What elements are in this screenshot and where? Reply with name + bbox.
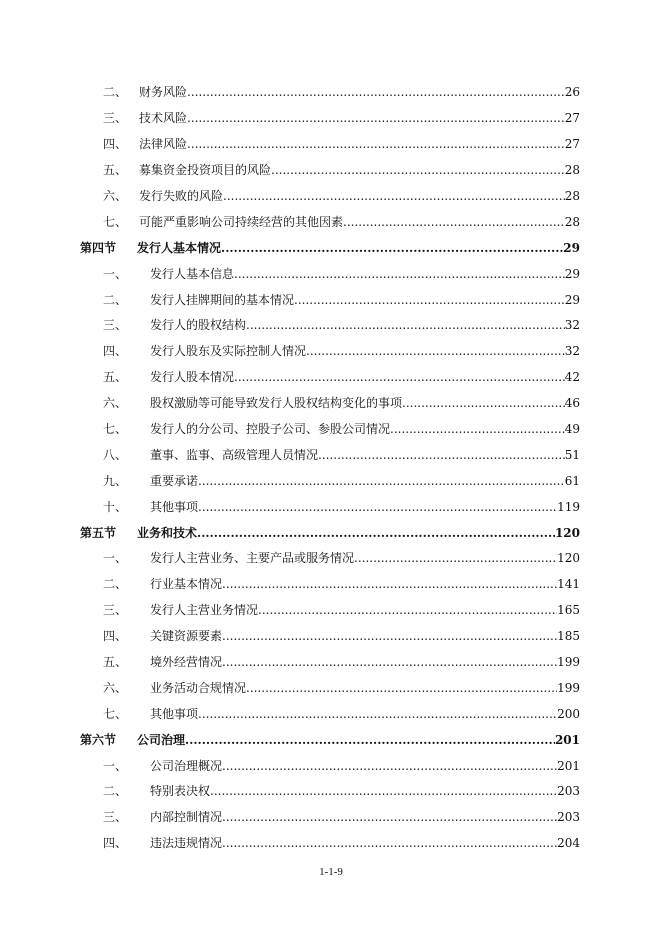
dot-leader xyxy=(222,810,557,824)
entry-title: 其他事项 xyxy=(150,499,199,514)
entry-page: 120 xyxy=(554,525,580,540)
entry-title: 发行人主营业务、主要产品或服务情况 xyxy=(150,551,355,566)
dot-leader xyxy=(234,267,565,281)
entry-leader xyxy=(150,705,580,722)
entry-title: 发行人主营业务情况 xyxy=(150,603,259,618)
toc-entry[interactable] xyxy=(0,752,662,778)
toc-entry[interactable] xyxy=(0,674,662,700)
entry-leader xyxy=(139,109,580,126)
dot-leader xyxy=(187,111,565,125)
entry-page: 203 xyxy=(557,784,580,799)
entry-leader xyxy=(150,834,580,851)
dot-leader xyxy=(402,396,565,410)
entry-page: 27 xyxy=(564,111,580,126)
entry-title: 特别表决权 xyxy=(150,784,211,799)
entry-number: 八、 xyxy=(103,447,128,462)
entry-page: 32 xyxy=(564,318,580,333)
entry-leader xyxy=(150,420,580,437)
entry-number: 二、 xyxy=(103,577,128,592)
entry-title: 发行人股本情况 xyxy=(150,370,235,385)
toc-entry[interactable] xyxy=(0,700,662,726)
entry-number: 七、 xyxy=(103,422,128,437)
dot-leader xyxy=(234,370,565,384)
dot-leader xyxy=(223,189,565,203)
entry-leader xyxy=(150,265,580,282)
entry-title: 财务风险 xyxy=(139,85,188,100)
entry-title: 发行人的分公司、控股子公司、参股公司情况 xyxy=(150,422,391,437)
entry-page: 28 xyxy=(564,189,580,203)
entry-title: 发行人基本情况 xyxy=(137,240,222,255)
entry-number: 第五节 xyxy=(80,525,117,540)
entry-title: 发行人挂牌期间的基本情况 xyxy=(150,292,295,307)
dot-leader xyxy=(197,526,555,540)
entry-leader xyxy=(150,808,580,825)
entry-number: 一、 xyxy=(103,266,128,281)
dot-leader xyxy=(222,836,557,850)
toc-section-entry[interactable] xyxy=(0,726,662,752)
entry-number: 四、 xyxy=(103,137,128,152)
entry-page: 28 xyxy=(564,163,580,178)
entry-leader xyxy=(139,83,580,100)
entry-number: 三、 xyxy=(103,810,128,825)
entry-page: 185 xyxy=(557,629,580,644)
entry-title: 发行失败的风险 xyxy=(139,189,224,203)
toc-entry[interactable] xyxy=(0,208,662,234)
dot-leader xyxy=(306,344,565,358)
entry-title: 发行人基本信息 xyxy=(150,266,235,281)
entry-number: 二、 xyxy=(103,85,128,100)
entry-leader xyxy=(137,524,580,541)
entry-number: 六、 xyxy=(103,189,128,203)
toc-entry[interactable] xyxy=(0,260,662,286)
entry-number: 三、 xyxy=(103,603,128,618)
entry-page: 199 xyxy=(557,680,580,695)
entry-number: 五、 xyxy=(103,655,128,670)
entry-page: 46 xyxy=(564,396,580,411)
toc-entry[interactable] xyxy=(0,105,662,131)
dot-leader xyxy=(318,448,565,462)
entry-leader xyxy=(150,316,580,333)
entry-title: 关键资源要素 xyxy=(150,629,223,644)
dot-leader xyxy=(258,603,557,617)
entry-number: 三、 xyxy=(103,111,128,126)
entry-page: 42 xyxy=(564,370,580,385)
entry-number: 九、 xyxy=(103,473,128,488)
entry-title: 公司治理 xyxy=(137,732,186,747)
toc-entry[interactable] xyxy=(0,597,662,623)
entry-title: 行业基本情况 xyxy=(150,577,223,592)
entry-title: 境外经营情况 xyxy=(150,655,223,670)
toc-entry[interactable] xyxy=(0,467,662,493)
entry-page: 201 xyxy=(554,732,580,747)
entry-title: 业务活动合规情况 xyxy=(150,680,247,695)
entry-leader xyxy=(150,472,580,489)
entry-title: 公司治理概况 xyxy=(150,758,223,773)
dot-leader xyxy=(222,759,557,773)
entry-leader xyxy=(150,575,580,592)
toc-entry[interactable] xyxy=(0,79,662,105)
table-of-contents xyxy=(0,79,662,856)
entry-page: 51 xyxy=(564,447,580,462)
entry-title: 违法违规情况 xyxy=(150,836,223,851)
toc-entry[interactable] xyxy=(0,183,662,209)
dot-leader xyxy=(198,500,557,514)
dot-leader xyxy=(185,733,555,747)
toc-entry[interactable] xyxy=(0,286,662,312)
entry-leader xyxy=(150,627,580,644)
entry-title: 技术风险 xyxy=(139,111,188,126)
entry-page: 165 xyxy=(557,603,580,618)
dot-leader xyxy=(271,163,565,177)
toc-entry[interactable] xyxy=(0,571,662,597)
dot-leader xyxy=(222,577,557,591)
entry-page: 203 xyxy=(557,810,580,825)
entry-leader xyxy=(150,782,580,799)
entry-title: 业务和技术 xyxy=(137,525,198,540)
entry-leader xyxy=(150,368,580,385)
toc-entry[interactable] xyxy=(0,545,662,571)
entry-number: 一、 xyxy=(103,758,128,773)
dot-leader xyxy=(222,629,557,643)
entry-title: 股权激励等可能导致发行人股权结构变化的事项 xyxy=(150,396,403,411)
entry-leader xyxy=(150,653,580,670)
entry-page: 29 xyxy=(563,240,580,255)
toc-entry[interactable] xyxy=(0,131,662,157)
dot-leader xyxy=(210,784,557,798)
entry-page: 141 xyxy=(557,577,580,592)
entry-number: 五、 xyxy=(103,370,128,385)
entry-number: 七、 xyxy=(103,706,128,721)
entry-number: 四、 xyxy=(103,344,128,359)
toc-entry[interactable] xyxy=(0,649,662,675)
toc-entry[interactable] xyxy=(0,804,662,830)
entry-page: 32 xyxy=(564,344,580,359)
entry-title: 重要承诺 xyxy=(150,473,199,488)
entry-title: 募集资金投资项目的风险 xyxy=(139,163,272,178)
entry-number: 七、 xyxy=(103,214,128,229)
toc-entry[interactable] xyxy=(0,441,662,467)
toc-entry[interactable] xyxy=(0,623,662,649)
dot-leader xyxy=(390,422,565,436)
entry-page: 199 xyxy=(557,655,580,670)
entry-title: 其他事项 xyxy=(150,706,199,721)
dot-leader xyxy=(221,241,563,255)
entry-number: 三、 xyxy=(103,318,128,333)
page-number: 1-1-9 xyxy=(319,866,343,878)
dot-leader xyxy=(198,707,557,721)
toc-entry[interactable] xyxy=(0,157,662,183)
dot-leader xyxy=(343,215,565,229)
entry-number: 第六节 xyxy=(80,732,117,747)
toc-entry[interactable] xyxy=(0,493,662,519)
entry-leader xyxy=(139,161,580,178)
entry-leader xyxy=(150,291,580,308)
entry-leader xyxy=(150,342,580,359)
entry-number: 第四节 xyxy=(80,240,117,255)
entry-title: 法律风险 xyxy=(139,137,188,152)
dot-leader xyxy=(187,85,565,99)
entry-leader xyxy=(137,731,580,748)
toc-section-entry[interactable] xyxy=(0,234,662,260)
dot-leader xyxy=(222,655,557,669)
toc-entry[interactable] xyxy=(0,364,662,390)
entry-number: 六、 xyxy=(103,396,128,411)
dot-leader xyxy=(246,318,565,332)
entry-page: 29 xyxy=(564,292,580,307)
dot-leader xyxy=(246,681,557,695)
toc-section-entry[interactable] xyxy=(0,519,662,545)
entry-page: 49 xyxy=(564,422,580,437)
toc-entry[interactable] xyxy=(0,416,662,442)
entry-leader xyxy=(150,601,580,618)
entry-page: 26 xyxy=(564,85,580,100)
entry-page: 120 xyxy=(557,551,580,566)
entry-leader xyxy=(150,757,580,774)
toc-entry[interactable] xyxy=(0,338,662,364)
entry-leader xyxy=(137,239,580,256)
entry-number: 十、 xyxy=(103,499,128,514)
entry-leader xyxy=(139,135,580,152)
entry-title: 发行人的股权结构 xyxy=(150,318,247,333)
dot-leader xyxy=(354,551,557,565)
entry-leader xyxy=(139,187,580,204)
entry-number: 四、 xyxy=(103,836,128,851)
entry-number: 四、 xyxy=(103,629,128,644)
entry-leader xyxy=(150,549,580,566)
entry-number: 五、 xyxy=(103,163,128,178)
entry-number: 六、 xyxy=(103,680,128,695)
entry-number: 二、 xyxy=(103,292,128,307)
toc-entry[interactable] xyxy=(0,830,662,856)
toc-entry[interactable] xyxy=(0,312,662,338)
entry-leader xyxy=(150,394,580,411)
dot-leader xyxy=(198,474,565,488)
entry-leader xyxy=(150,446,580,463)
entry-number: 二、 xyxy=(103,784,128,799)
entry-page: 119 xyxy=(557,499,580,514)
entry-leader xyxy=(150,498,580,515)
entry-page: 28 xyxy=(564,214,580,229)
entry-title: 内部控制情况 xyxy=(150,810,223,825)
entry-title: 可能严重影响公司持续经营的其他因素 xyxy=(139,214,344,229)
toc-entry[interactable] xyxy=(0,778,662,804)
entry-page: 29 xyxy=(564,266,580,281)
entry-page: 61 xyxy=(564,473,580,488)
entry-page: 27 xyxy=(564,137,580,152)
dot-leader xyxy=(294,293,565,307)
entry-title: 董事、监事、高级管理人员情况 xyxy=(150,447,319,462)
entry-page: 201 xyxy=(557,758,580,773)
entry-title: 发行人股东及实际控制人情况 xyxy=(150,344,307,359)
entry-number: 一、 xyxy=(103,551,128,566)
entry-page: 204 xyxy=(557,836,580,851)
entry-leader xyxy=(139,213,580,230)
entry-leader xyxy=(150,679,580,696)
dot-leader xyxy=(187,137,565,151)
toc-entry[interactable] xyxy=(0,390,662,416)
entry-page: 200 xyxy=(557,706,580,721)
